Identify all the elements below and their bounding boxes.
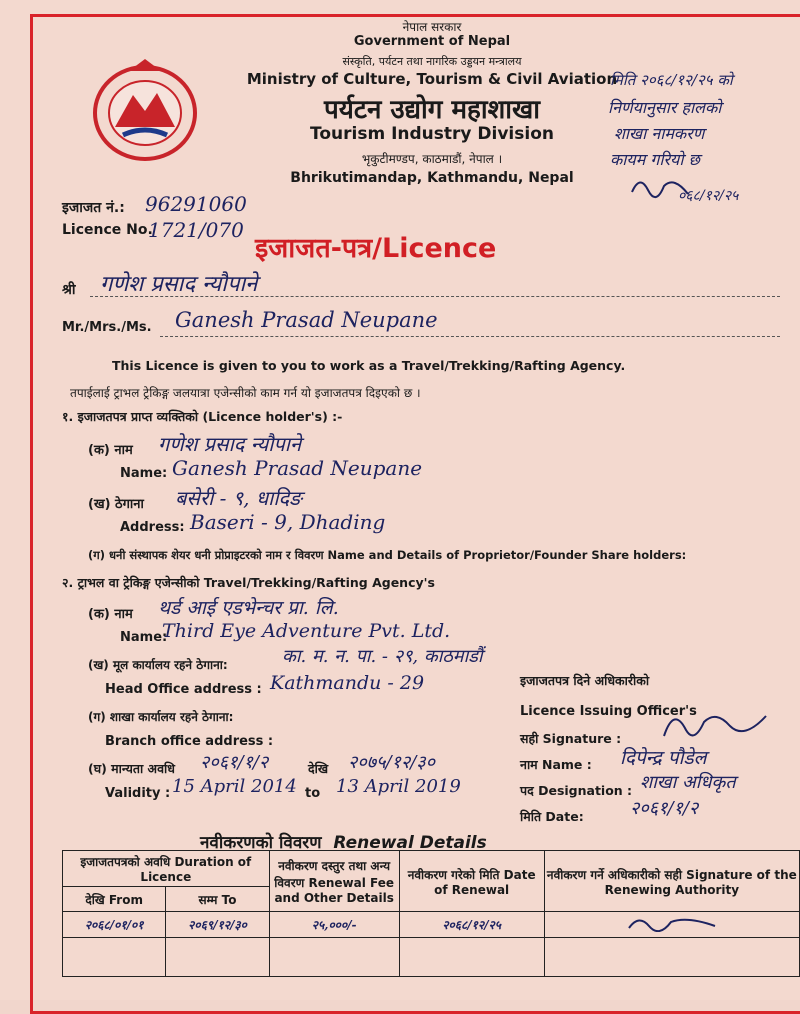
s2-head-en-label: Head Office address : [105, 682, 262, 697]
s2-validity-en-label: Validity : [105, 786, 171, 801]
col-fee: नवीकरण दस्तुर तथा अन्य विवरण Renewal Fee and Other Details [269, 851, 399, 912]
s1-name-en-label: Name: [120, 466, 168, 481]
s2-validity-np-from: २०६१/१/२ [200, 752, 269, 773]
s2-validity-en-to: 13 April 2019 [336, 776, 461, 797]
col-from: देखि From [63, 887, 166, 912]
officer-sig-label: सही Signature : [520, 731, 622, 746]
division-np: पर्यटन उद्योग महाशाखा [324, 95, 540, 125]
mr-label: Mr./Mrs./Ms. [62, 320, 152, 335]
officer-desig-label: पद Designation : [520, 783, 633, 798]
stamp-line: कायम गरियो छ [610, 150, 700, 169]
officer-date-value: २०६१/१/२ [630, 798, 699, 819]
officer-en-heading: Licence Issuing Officer's [520, 704, 697, 719]
s2-validity-en-from: 15 April 2014 [172, 776, 297, 797]
licence-no-value: 1721/070 [148, 218, 244, 242]
col-to: सम्म To [166, 887, 269, 912]
division-en: Tourism Industry Division [310, 124, 554, 144]
address-en: Bhrikutimandap, Kathmandu, Nepal [290, 170, 574, 186]
s1-addr-en-value: Baseri - 9, Dhading [190, 510, 386, 534]
officer-signature-icon [660, 706, 770, 746]
dotted-line [90, 296, 780, 297]
cell-date: २०६८/१२/२५ [399, 912, 544, 938]
cell-empty [269, 938, 399, 977]
s2-validity-np-to: २०७५/१२/३० [348, 752, 436, 773]
section1-heading: १. इजाजतपत्र प्राप्त व्यक्तिको (Licence holder's) :- [62, 409, 343, 424]
col-duration: इजाजतपत्रको अवधि Duration of Licence [63, 851, 270, 887]
s2-name-np-value: थर्ड आई एडभेन्चर प्रा. लि. [158, 597, 339, 619]
officer-name-value: दिपेन्द्र पौडेल [620, 747, 707, 769]
s2-head-np-value: का. म. न. पा. - २९, काठमाडौं [282, 646, 483, 667]
s2-name-en-value: Third Eye Adventure Pvt. Ltd. [162, 620, 451, 642]
s1-addr-np-value: बसेरी - ९, धादिङ [175, 486, 302, 510]
officer-date-label: मिति Date: [520, 809, 584, 824]
s1-name-np-label: (क) नाम [88, 443, 133, 458]
cell-fee: २५,०००/- [269, 912, 399, 938]
col-sig: नवीकरण गर्ने अधिकारीको सही Signature of the Renewing Authority [544, 851, 799, 912]
s2-validity-en-mid: to [305, 786, 321, 801]
cell-empty [399, 938, 544, 977]
stamp-line: मिति २०६८/१२/२५ को [610, 71, 733, 89]
renewal-table [62, 850, 800, 977]
cell-to: २०६९/१२/३० [166, 912, 269, 938]
title-en: Licence [382, 233, 497, 264]
s2-head-en-value: Kathmandu - 29 [270, 672, 425, 694]
ministry-np: संस्कृति, पर्यटन तथा नागरिक उड्डयन मन्त्रालय [342, 55, 522, 68]
s2-validity-np-label: (घ) मान्यता अवधि [88, 761, 175, 776]
shree-label: श्री [62, 282, 76, 298]
officer-name-label: नाम Name : [520, 757, 592, 772]
table-header-row [63, 851, 800, 887]
dotted-line [160, 336, 780, 337]
gov-np: नेपाल सरकार [402, 20, 462, 34]
s2-branch-en-label: Branch office address : [105, 734, 274, 749]
title-np: इजाजत-पत्र/ [255, 233, 383, 264]
s1-owner-label: (ग) धनी संस्थापक शेयर धनी प्रोप्राइटरको नाम र विवरण Name and Details of Proprietor/Founder Share holders: [88, 548, 687, 562]
table-row [63, 912, 800, 938]
s1-name-en-value: Ganesh Prasad Neupane [172, 456, 423, 480]
permit-no-label: इजाजत नं.: [62, 200, 125, 216]
licence-title [255, 228, 496, 265]
s2-name-np-label: (क) नाम [88, 607, 133, 622]
s2-name-en-label: Name: [120, 630, 168, 645]
stamp-date: ०६८/१२/२५ [678, 188, 739, 204]
cell-empty [63, 938, 166, 977]
renewal-signature-icon [627, 914, 717, 932]
cell-from: २०६८/०१/०१ [63, 912, 166, 938]
cell-empty [544, 938, 799, 977]
intro-en: This Licence is given to you to work as a Travel/Trekking/Rafting Agency. [112, 358, 626, 373]
licence-no-label: Licence No. [62, 222, 153, 238]
cell-empty [166, 938, 269, 977]
s2-validity-np-mid: देखि [308, 761, 329, 776]
s1-name-np-value: गणेश प्रसाद न्यौपाने [158, 432, 302, 456]
permit-no-value: 96291060 [145, 192, 247, 216]
s1-addr-en-label: Address: [120, 520, 185, 535]
renewal-title-en: Renewal Details [333, 833, 487, 853]
stamp-line: शाखा नामकरण [614, 124, 705, 143]
renewal-title-np: नवीकरणको विवरण [200, 833, 322, 853]
ministry-en: Ministry of Culture, Tourism & Civil Aviation [246, 70, 618, 88]
cell-sig [544, 912, 799, 938]
s1-addr-np-label: (ख) ठेगाना [88, 497, 144, 512]
nepal-emblem-icon [85, 55, 205, 165]
intro-np: तपाईलाई ट्राभल ट्रेकिङ्ग जलयात्रा एजेन्सीको काम गर्न यो इजाजतपत्र दिइएको छ । [70, 386, 421, 400]
gov-en: Government of Nepal [353, 34, 511, 49]
s2-branch-np-label: (ग) शाखा कार्यालय रहने ठेगाना: [88, 710, 234, 724]
section2-heading: २. ट्राभल वा ट्रेकिङ्ग एजेन्सीको Travel/Trekking/Rafting Agency's [62, 575, 435, 590]
s2-head-np-label: (ख) मूल कार्यालय रहने ठेगाना: [88, 658, 228, 672]
officer-np-heading: इजाजतपत्र दिने अधिकारीको [520, 673, 650, 688]
renewal-stamp-note [600, 68, 795, 228]
address-np: भृकुटीमण्डप, काठमाडौं, नेपाल । [361, 152, 503, 166]
officer-desig-value: शाखा अधिकृत [640, 772, 736, 793]
stamp-line: निर्णयानुसार हालको [608, 98, 722, 117]
mr-value: Ganesh Prasad Neupane [175, 308, 438, 332]
col-date: नवीकरण गरेको मिति Date of Renewal [399, 851, 544, 912]
table-row [63, 938, 800, 977]
shree-value: गणेश प्रसाद न्यौपाने [100, 272, 258, 297]
